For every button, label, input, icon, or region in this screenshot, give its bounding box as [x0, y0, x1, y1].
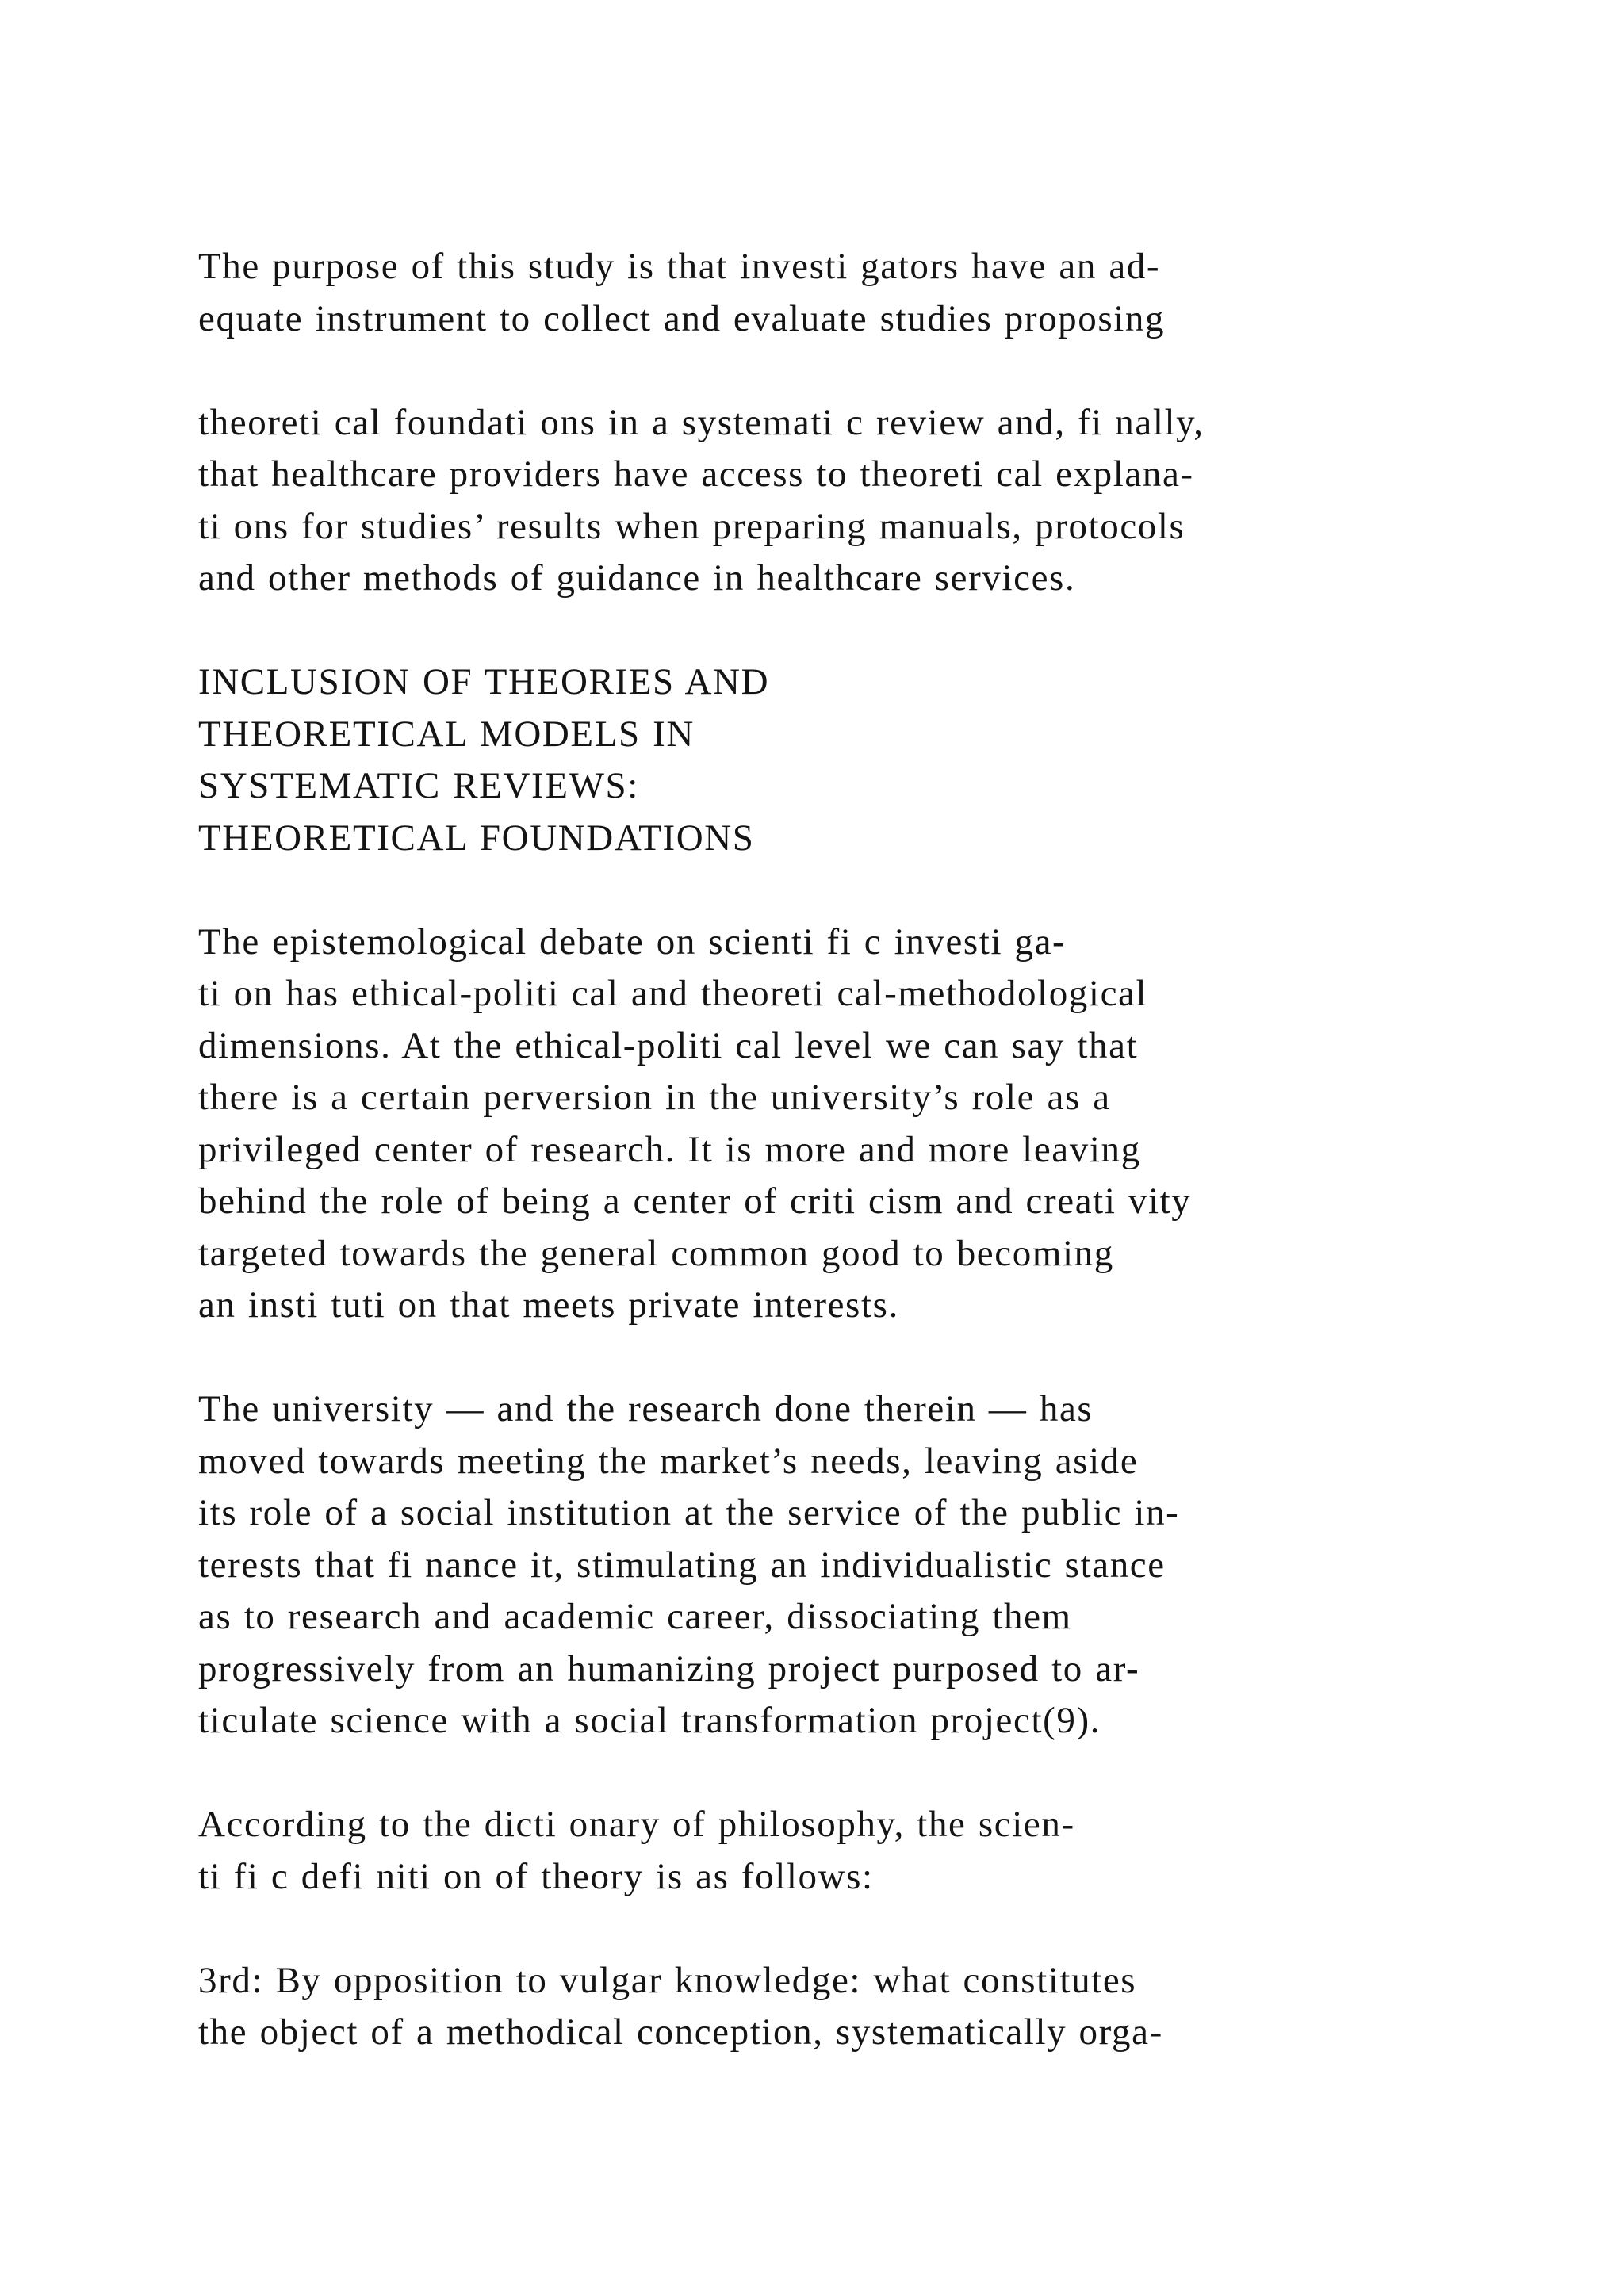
text-line: equate instrument to collect and evaluate studies proposing [198, 297, 1166, 339]
text-line: as to research and academic career, dissociating them [198, 1596, 1072, 1637]
body-text [198, 241, 1507, 2110]
text-line: 3rd: By opposition to vulgar knowledge: what constitutes [198, 1959, 1137, 2001]
text-line: the object of a methodical conception, systematically orga- [198, 2011, 1163, 2053]
text-line: there is a certain perversion in the university’s role as a [198, 1077, 1111, 1118]
paragraph-third-definition [198, 1955, 1507, 2059]
text-line: ticulate science with a social transformation project(9). [198, 1700, 1101, 1741]
text-line: privileged center of research. It is more and more leaving [198, 1128, 1141, 1170]
text-line: According to the dicti onary of philosophy, the scien- [198, 1804, 1075, 1845]
text-line: ti ons for studies’ results when preparing manuals, protocols [198, 505, 1185, 547]
text-line: an insti tuti on that meets private interests. [198, 1284, 899, 1326]
text-line: The university — and the research done therein — has [198, 1388, 1094, 1429]
text-line: ti on has ethical-politi cal and theoreti cal-methodological [198, 973, 1148, 1014]
heading-line: THEORETICAL MODELS IN [198, 713, 695, 755]
text-line: behind the role of being a center of criti cism and creati vity [198, 1181, 1192, 1222]
heading-line: THEORETICAL FOUNDATIONS [198, 817, 755, 859]
paragraph-theoretical-foundations [198, 397, 1507, 605]
heading-line: SYSTEMATIC REVIEWS: [198, 765, 639, 806]
paragraph-university [198, 1383, 1507, 1747]
text-line: dimensions. At the ethical-politi cal level we can say that [198, 1024, 1139, 1066]
text-line: its role of a social institution at the service of the public in- [198, 1492, 1180, 1533]
text-line: terests that fi nance it, stimulating an individualistic stance [198, 1544, 1166, 1586]
text-line: ti fi c defi niti on of theory is as follows: [198, 1855, 874, 1897]
paragraph-dictionary [198, 1799, 1507, 1903]
paragraph-epistemological-debate [198, 916, 1507, 1332]
text-line: The epistemological debate on scienti fi c investi ga- [198, 920, 1067, 962]
text-line: and other methods of guidance in healthcare services. [198, 557, 1076, 599]
text-line: The purpose of this study is that investi gators have an ad- [198, 246, 1161, 287]
section-heading [198, 656, 1507, 864]
heading-line: INCLUSION OF THEORIES AND [198, 661, 770, 702]
text-line: targeted towards the general common good to becoming [198, 1232, 1114, 1274]
text-line: progressively from an humanizing project purposed to ar- [198, 1647, 1140, 1689]
text-line: that healthcare providers have access to theoreti cal explana- [198, 453, 1194, 495]
text-line: theoreti cal foundati ons in a systemati c review and, fi nally, [198, 401, 1205, 443]
text-line: moved towards meeting the market’s needs, leaving aside [198, 1440, 1139, 1482]
paragraph-purpose [198, 241, 1507, 345]
